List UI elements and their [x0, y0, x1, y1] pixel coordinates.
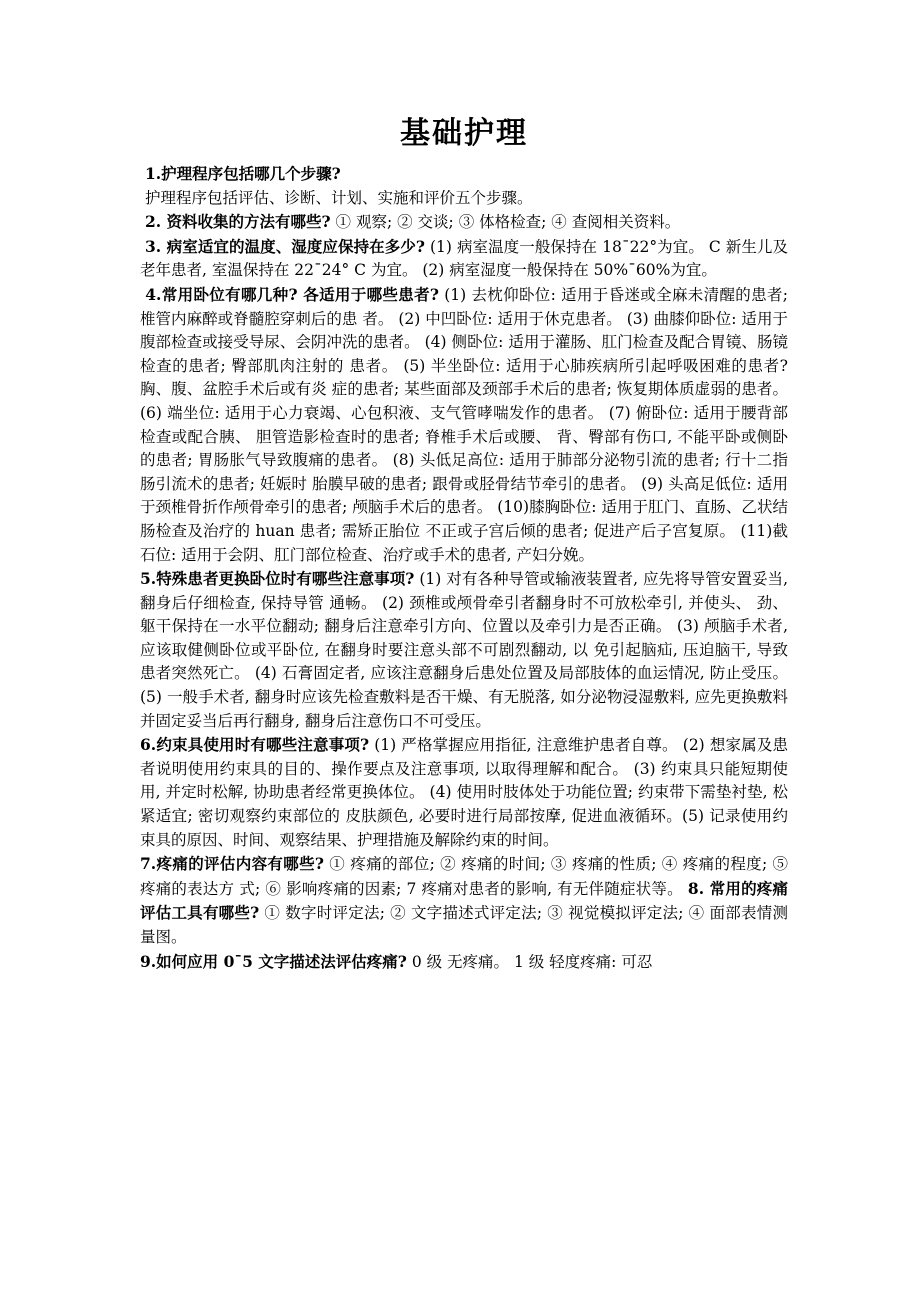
paragraph-4: [140, 235, 788, 283]
paragraph-8: [140, 852, 788, 949]
question-5: 5.特殊患者更换卧位时有哪些注意事项?: [140, 569, 415, 589]
paragraph-5: [140, 283, 788, 567]
question-3: 3. 病室适宜的温度、湿度应保持在多少?: [145, 236, 425, 256]
paragraph-9: [140, 950, 788, 975]
answer-5: (1) 对有各种导管或输液装置者, 应先将导管安置妥当, 翻身后仔细检查, 保持导管 通畅。 (2) 颈椎或颅骨牵引者翻身时不可放松牵引, 并使头、 劲、 躯干保持在一水平位翻动; 翻身后注意牵引方向、位置以及牵引力是否正确。 (3) 颅脑手术者, 应该取健侧卧位或平卧位, 在翻身时要注意头部不可剧烈翻动, 以 免引起脑疝, 压迫脑干, 导致患者突然死亡。 (4) 石膏固定者, 应该注意翻身后患处位置及局部肢体的血运情况, 防止受压。 (5) 一般手术者, 翻身时应该先检查敷料是否干燥、有无脱落, 如分泌物浸湿敷料, 应先更换敷料并固定妥当后再行翻身, 翻身后注意伤口不可受压。: [140, 570, 788, 730]
question-7: 7.疼痛的评估内容有哪些?: [140, 854, 325, 874]
document-page: [140, 112, 788, 974]
paragraph-6: [140, 567, 788, 733]
answer-4: (1) 去枕仰卧位: 适用于昏迷或全麻未清醒的患者; 椎管内麻醉或脊髓腔穿刺后的患 者。 (2) 中凹卧位: 适用于休克患者。 (3) 曲膝仰卧位: 适用于腹部检查或接受导尿、会阴冲洗的患者。 (4) 侧卧位: 适用于灌肠、肛门检查及配合胃镜、肠镜检查的患者; 臀部肌肉注射的 患者。 (5) 半坐卧位: 适用于心肺疾病所引起呼吸困难的患者?胸、腹、盆腔手术后或有炎 症的患者; 某些面部及颈部手术后的患者; 恢复期体质虚弱的患者。 (6) 端坐位: 适用于心力衰竭、心包积液、支气管哮喘发作的患者。 (7) 俯卧位: 适用于腰背部检查或配合胰、 胆管造影检查时的患者; 脊椎手术后或腰、 背、臀部有伤口, 不能平卧或侧卧的患者; 胃肠胀气导致腹痛的患者。 (8) 头低足高位: 适用于肺部分泌物引流的患者; 行十二指肠引流术的患者; 妊娠时 胎膜早破的患者; 跟骨或胫骨结节牵引的患者。 (9) 头高足低位: 适用于颈椎骨折作颅骨牵引的患者; 颅脑手术后的患者。 (10)膝胸卧位: 适用于肛门、直肠、乙状结肠检查及治疗的 huan 患者; 需矫正胎位 不正或子宫后倾的患者; 促进产后子宫复原。 (11)截石位: 适用于会阴、肛门部位检查、治疗或手术的患者, 产妇分娩。: [140, 285, 788, 564]
answer-1: 护理程序包括评估、诊断、计划、实施和评价五个步骤。: [144, 188, 533, 207]
answer-8: ① 数字时评定法; ② 文字描述式评定法; ③ 视觉模拟评定法; ④ 面部表情测量图。: [140, 904, 788, 946]
question-6: 6.约束具使用时有哪些注意事项?: [140, 735, 370, 755]
paragraph-3: [140, 210, 788, 235]
paragraph-7: [140, 733, 788, 852]
paragraph-2: [140, 187, 788, 211]
document-title: 基础护理: [400, 116, 528, 151]
paragraph-1: [140, 162, 788, 187]
answer-9: 0 级 无疼痛。 1 级 轻度疼痛: 可忍: [406, 952, 653, 971]
answer-7: ① 疼痛的部位; ② 疼痛的时间; ③ 疼痛的性质; ④ 疼痛的程度; ⑤ 疼痛的表达方 式; ⑥ 影响疼痛的因素; 7 疼痛对患者的影响, 有无伴随症状等。: [140, 855, 788, 898]
question-1: 1.护理程序包括哪几个步骤?: [144, 164, 341, 183]
question-9: 9.如何应用 0¯5 文字描述法评估疼痛?: [140, 951, 407, 971]
question-2: 2. 资料收集的方法有哪些?: [144, 212, 331, 232]
question-4: 4.常用卧位有哪几种? 各适用于哪些患者?: [145, 284, 439, 304]
answer-6: (1) 严格掌握应用指征, 注意维护患者自尊。 (2) 想家属及患者说明使用约束具的目的、操作要点及注意事项, 以取得理解和配合。 (3) 约束具只能短期使用, 并定时松解, 协助患者经常更换体位。 (4) 使用时肢体处于功能位置; 约束带下需垫衬垫, 松紧适宜; 密切观察约束部位的 皮肤颜色, 必要时进行局部按摩, 促进血液循环。(5) 记录使用约束具的原因、时间、观察结果、护理措施及解除约束的时间。: [140, 736, 789, 849]
question-8: 8. 常用的疼痛评估工具有哪些?: [140, 878, 788, 923]
answer-3: (1) 病室温度一般保持在 18¯22°为宜。 C 新生儿及老年患者, 室温保持在 22¯24° C 为宜。 (2) 病室湿度一般保持在 50%¯60%为宜。: [140, 237, 788, 280]
answer-2: ① 观察; ② 交谈; ③ 体格检查; ④ 查阅相关资料。: [330, 213, 681, 232]
